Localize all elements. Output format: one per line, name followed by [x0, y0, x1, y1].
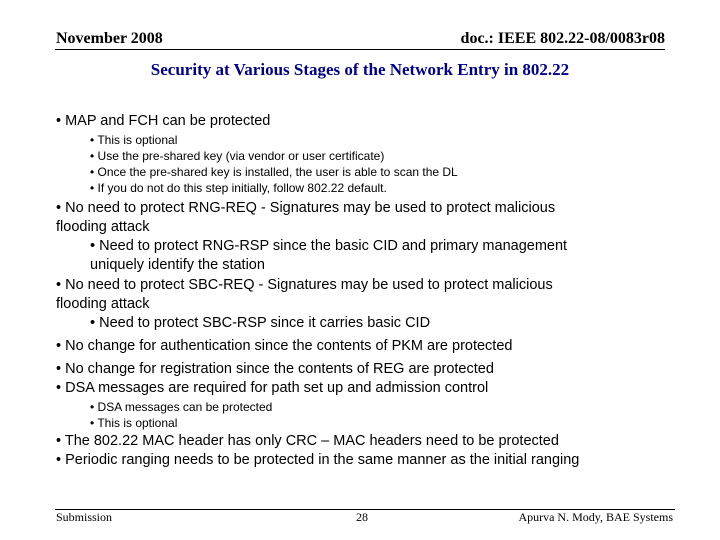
- sub-bullet-line: • This is optional: [90, 416, 178, 430]
- footer-author: Apurva N. Mody, BAE Systems: [518, 510, 673, 524]
- sub-bullet-line-cont: uniquely identify the station: [90, 257, 265, 273]
- sub-bullet-line: • Once the pre-shared key is installed, the user is able to scan the DL: [90, 165, 458, 179]
- bullet-line-cont: flooding attack: [56, 219, 150, 235]
- bullet-line: • Periodic ranging needs to be protected in the same manner as the initial ranging: [56, 452, 580, 468]
- bullet-line: • No change for authentication since the contents of PKM are protected: [56, 338, 513, 354]
- sub-bullet-line: • DSA messages can be protected: [90, 400, 273, 414]
- sub-bullet-line: • Need to protect SBC-RSP since it carries basic CID: [90, 315, 431, 331]
- slide-title: Security at Various Stages of the Network Entry in 802.22: [150, 60, 570, 79]
- bullet-line: • No need to protect SBC-REQ - Signatures may be used to protect malicious: [56, 277, 553, 293]
- header-rule: [55, 49, 665, 50]
- bullet-line: • MAP and FCH can be protected: [56, 113, 271, 129]
- sub-bullet-line: • Use the pre-shared key (via vendor or user certificate): [90, 149, 385, 163]
- bullet-line: • The 802.22 MAC header has only CRC – MAC headers need to be protected: [56, 433, 559, 449]
- header-date: November 2008: [56, 30, 163, 47]
- bullet-line: • No change for registration since the contents of REG are protected: [56, 361, 494, 377]
- sub-bullet-line: • If you do not do this step initially, follow 802.22 default.: [90, 181, 387, 195]
- sub-bullet-line: • Need to protect RNG-RSP since the basic CID and primary management: [90, 238, 568, 254]
- bullet-line-cont: flooding attack: [56, 296, 150, 312]
- header-doc-id: doc.: IEEE 802.22-08/0083r08: [460, 30, 665, 47]
- bullet-line: • DSA messages are required for path set up and admission control: [56, 380, 489, 396]
- footer-submission: Submission: [56, 510, 113, 524]
- bullet-line: • No need to protect RNG-REQ - Signatures may be used to protect malicious: [56, 200, 556, 216]
- page-number: 28: [356, 510, 368, 524]
- sub-bullet-line: • This is optional: [90, 133, 178, 147]
